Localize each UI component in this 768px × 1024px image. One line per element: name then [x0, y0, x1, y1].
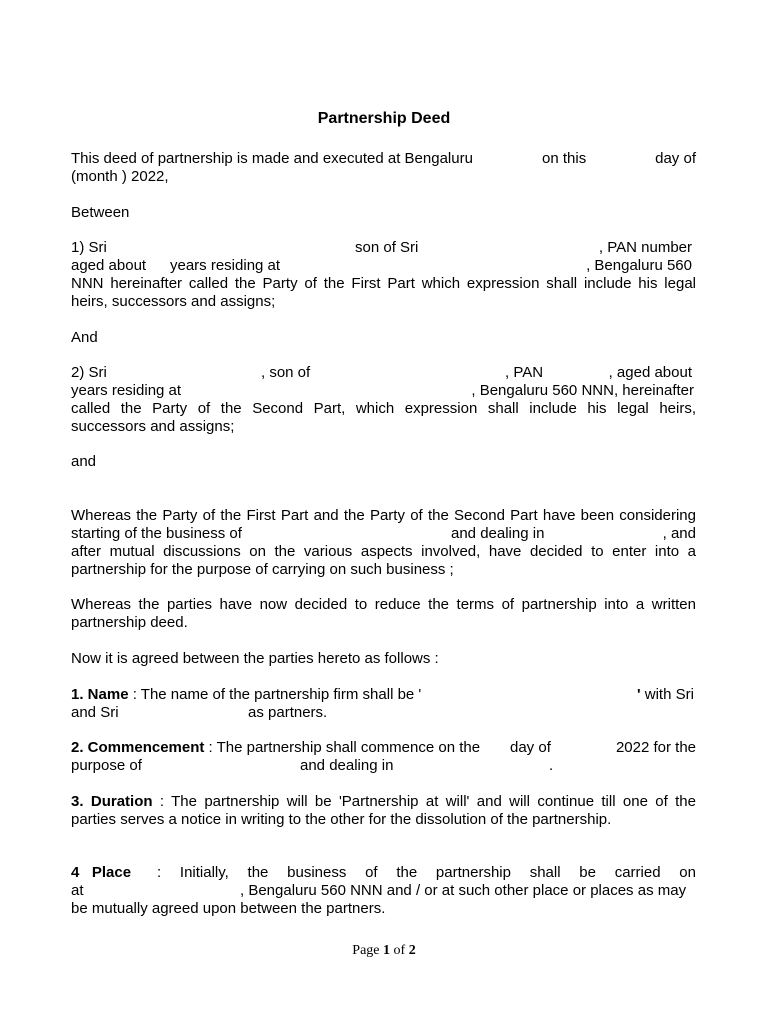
clause-commencement-label: 2. Commencement	[71, 739, 205, 756]
clause-place: 4 Place : Initially, the business of the partnership shall be carried on at , Bengaluru 560 NNN and / or at such other place or places as may be mutually agreed upon between the partners.	[71, 864, 696, 917]
document-title: Partnership Deed	[317, 110, 451, 127]
clause-place-label: 4 Place	[71, 864, 132, 881]
and-label-2: and	[71, 453, 97, 470]
whereas-paragraph-2: Whereas the parties have now decided to reduce the terms of partnership into a written partnership deed.	[71, 596, 696, 631]
intro-paragraph: This deed of partnership is made and executed at Bengaluru on this day of (month ) 2022,	[71, 150, 696, 185]
page-footer: Page 1 of 2	[352, 943, 416, 958]
clause-duration-label: 3. Duration	[71, 793, 153, 810]
clause-commencement: 2. Commencement : The partnership shall commence on the day of 2022 for the purpose of and dealing in .	[71, 739, 696, 774]
between-label: Between	[71, 204, 130, 221]
party1-paragraph: 1) Sri son of Sri , PAN number aged about years residing at , Bengaluru 560 NNN hereinafter called the Party of the First Part which expression shall include his legal heirs, successors and assigns;	[71, 239, 696, 310]
whereas-paragraph-1: Whereas the Party of the First Part and the Party of the Second Part have been considering starting of the business of and dealing in , and after mutual discussions on the various aspects involved, have decided to enter into a partnership for the purpose of carrying on such business ;	[71, 507, 696, 578]
and-label-1: And	[71, 329, 98, 346]
party2-paragraph: 2) Sri , son of , PAN , aged about years residing at , Bengaluru 560 NNN, hereinafter called the Party of the Second Part, which expression shall include his legal heirs, successors and assigns;	[71, 364, 696, 435]
agreed-statement: Now it is agreed between the parties hereto as follows :	[71, 650, 439, 667]
clause-name-label: 1. Name	[71, 686, 129, 703]
clause-name: 1. Name : The name of the partnership firm shall be ' ' with Sri and Sri as partners.	[71, 686, 694, 721]
clause-duration: 3. Duration : The partnership will be 'Partnership at will' and will continue till one of the parties serves a notice in writing to the other for the dissolution of the partnership.	[71, 793, 696, 828]
